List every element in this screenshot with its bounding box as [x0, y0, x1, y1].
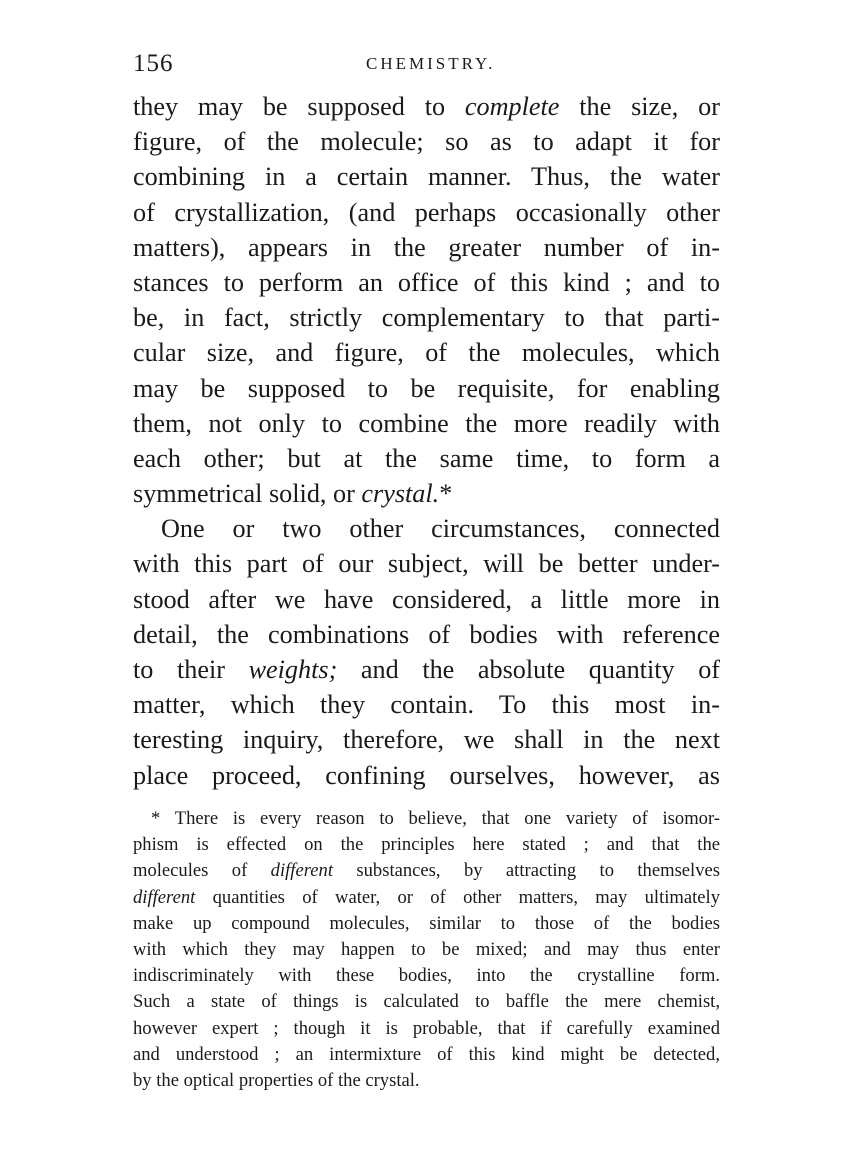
footnote-line: however expert ; though it is probable, that if carefully examined — [133, 1017, 720, 1039]
text-line: matters), appears in the greater number of in- — [133, 232, 720, 262]
text-line: One or two other circumstances, connected — [161, 514, 720, 544]
footnote-marker: * — [439, 479, 453, 509]
text-line: symmetrical solid, or crystal.* — [133, 479, 453, 509]
footnote-line: different quantities of water, or of other matters, may ultimately — [133, 886, 720, 908]
text-line: may be supposed to be requisite, for enabling — [133, 373, 720, 403]
text-line: detail, the combinations of bodies with reference — [133, 619, 720, 649]
text-line: teresting inquiry, therefore, we shall in the next — [133, 725, 720, 755]
text-line: place proceed, confining ourselves, however, as — [133, 760, 720, 790]
footnote-line: phism is effected on the principles here stated ; and that the — [133, 834, 720, 856]
text-line: be, in fact, strictly complementary to that parti- — [133, 303, 720, 333]
text-line: each other; but at the same time, to form a — [133, 443, 720, 473]
footnote-line: indiscriminately with these bodies, into the crystalline form. — [133, 965, 720, 987]
page-number: 156 — [133, 50, 174, 77]
page-header — [133, 50, 723, 78]
text-line: to their weights; and the absolute quantity of — [133, 655, 721, 684]
text-line: stances to perform an office of this kind ; and to — [133, 267, 720, 297]
text-line: them, not only to combine the more readily with — [133, 408, 720, 438]
footnote-line: Such a state of things is calculated to baffle the mere chemist, — [133, 991, 720, 1013]
body-text — [133, 89, 720, 793]
text-line: with this part of our subject, will be better under- — [133, 549, 720, 579]
text-line: of crystallization, (and perhaps occasionally other — [133, 197, 720, 227]
text-line: cular size, and figure, of the molecules, which — [133, 338, 720, 368]
footnote-line: and understood ; an intermixture of this kind might be detected, — [133, 1043, 720, 1065]
text-line: combining in a certain manner. Thus, the water — [133, 162, 720, 192]
footnote-line: * There is every reason to believe, that one variety of isomor- — [151, 808, 720, 829]
crystal-italic: crystal. — [361, 479, 440, 509]
footnote-line: molecules of different substances, by attracting to themselves — [133, 860, 721, 882]
footnote-line: by the optical properties of the crystal. — [133, 1069, 420, 1091]
text-line: they may be supposed to complete the size, or — [133, 92, 721, 121]
footnote — [133, 806, 720, 1094]
footnote-line: with which they may happen to be mixed; and may thus enter — [133, 938, 720, 960]
text-line: matter, which they contain. To this most in- — [133, 690, 720, 720]
running-head: CHEMISTRY. — [366, 54, 496, 73]
text-line: figure, of the molecule; so as to adapt it for — [133, 127, 720, 157]
text-line: stood after we have considered, a little more in — [133, 584, 720, 614]
footnote-line: make up compound molecules, similar to those of the bodies — [133, 912, 720, 934]
